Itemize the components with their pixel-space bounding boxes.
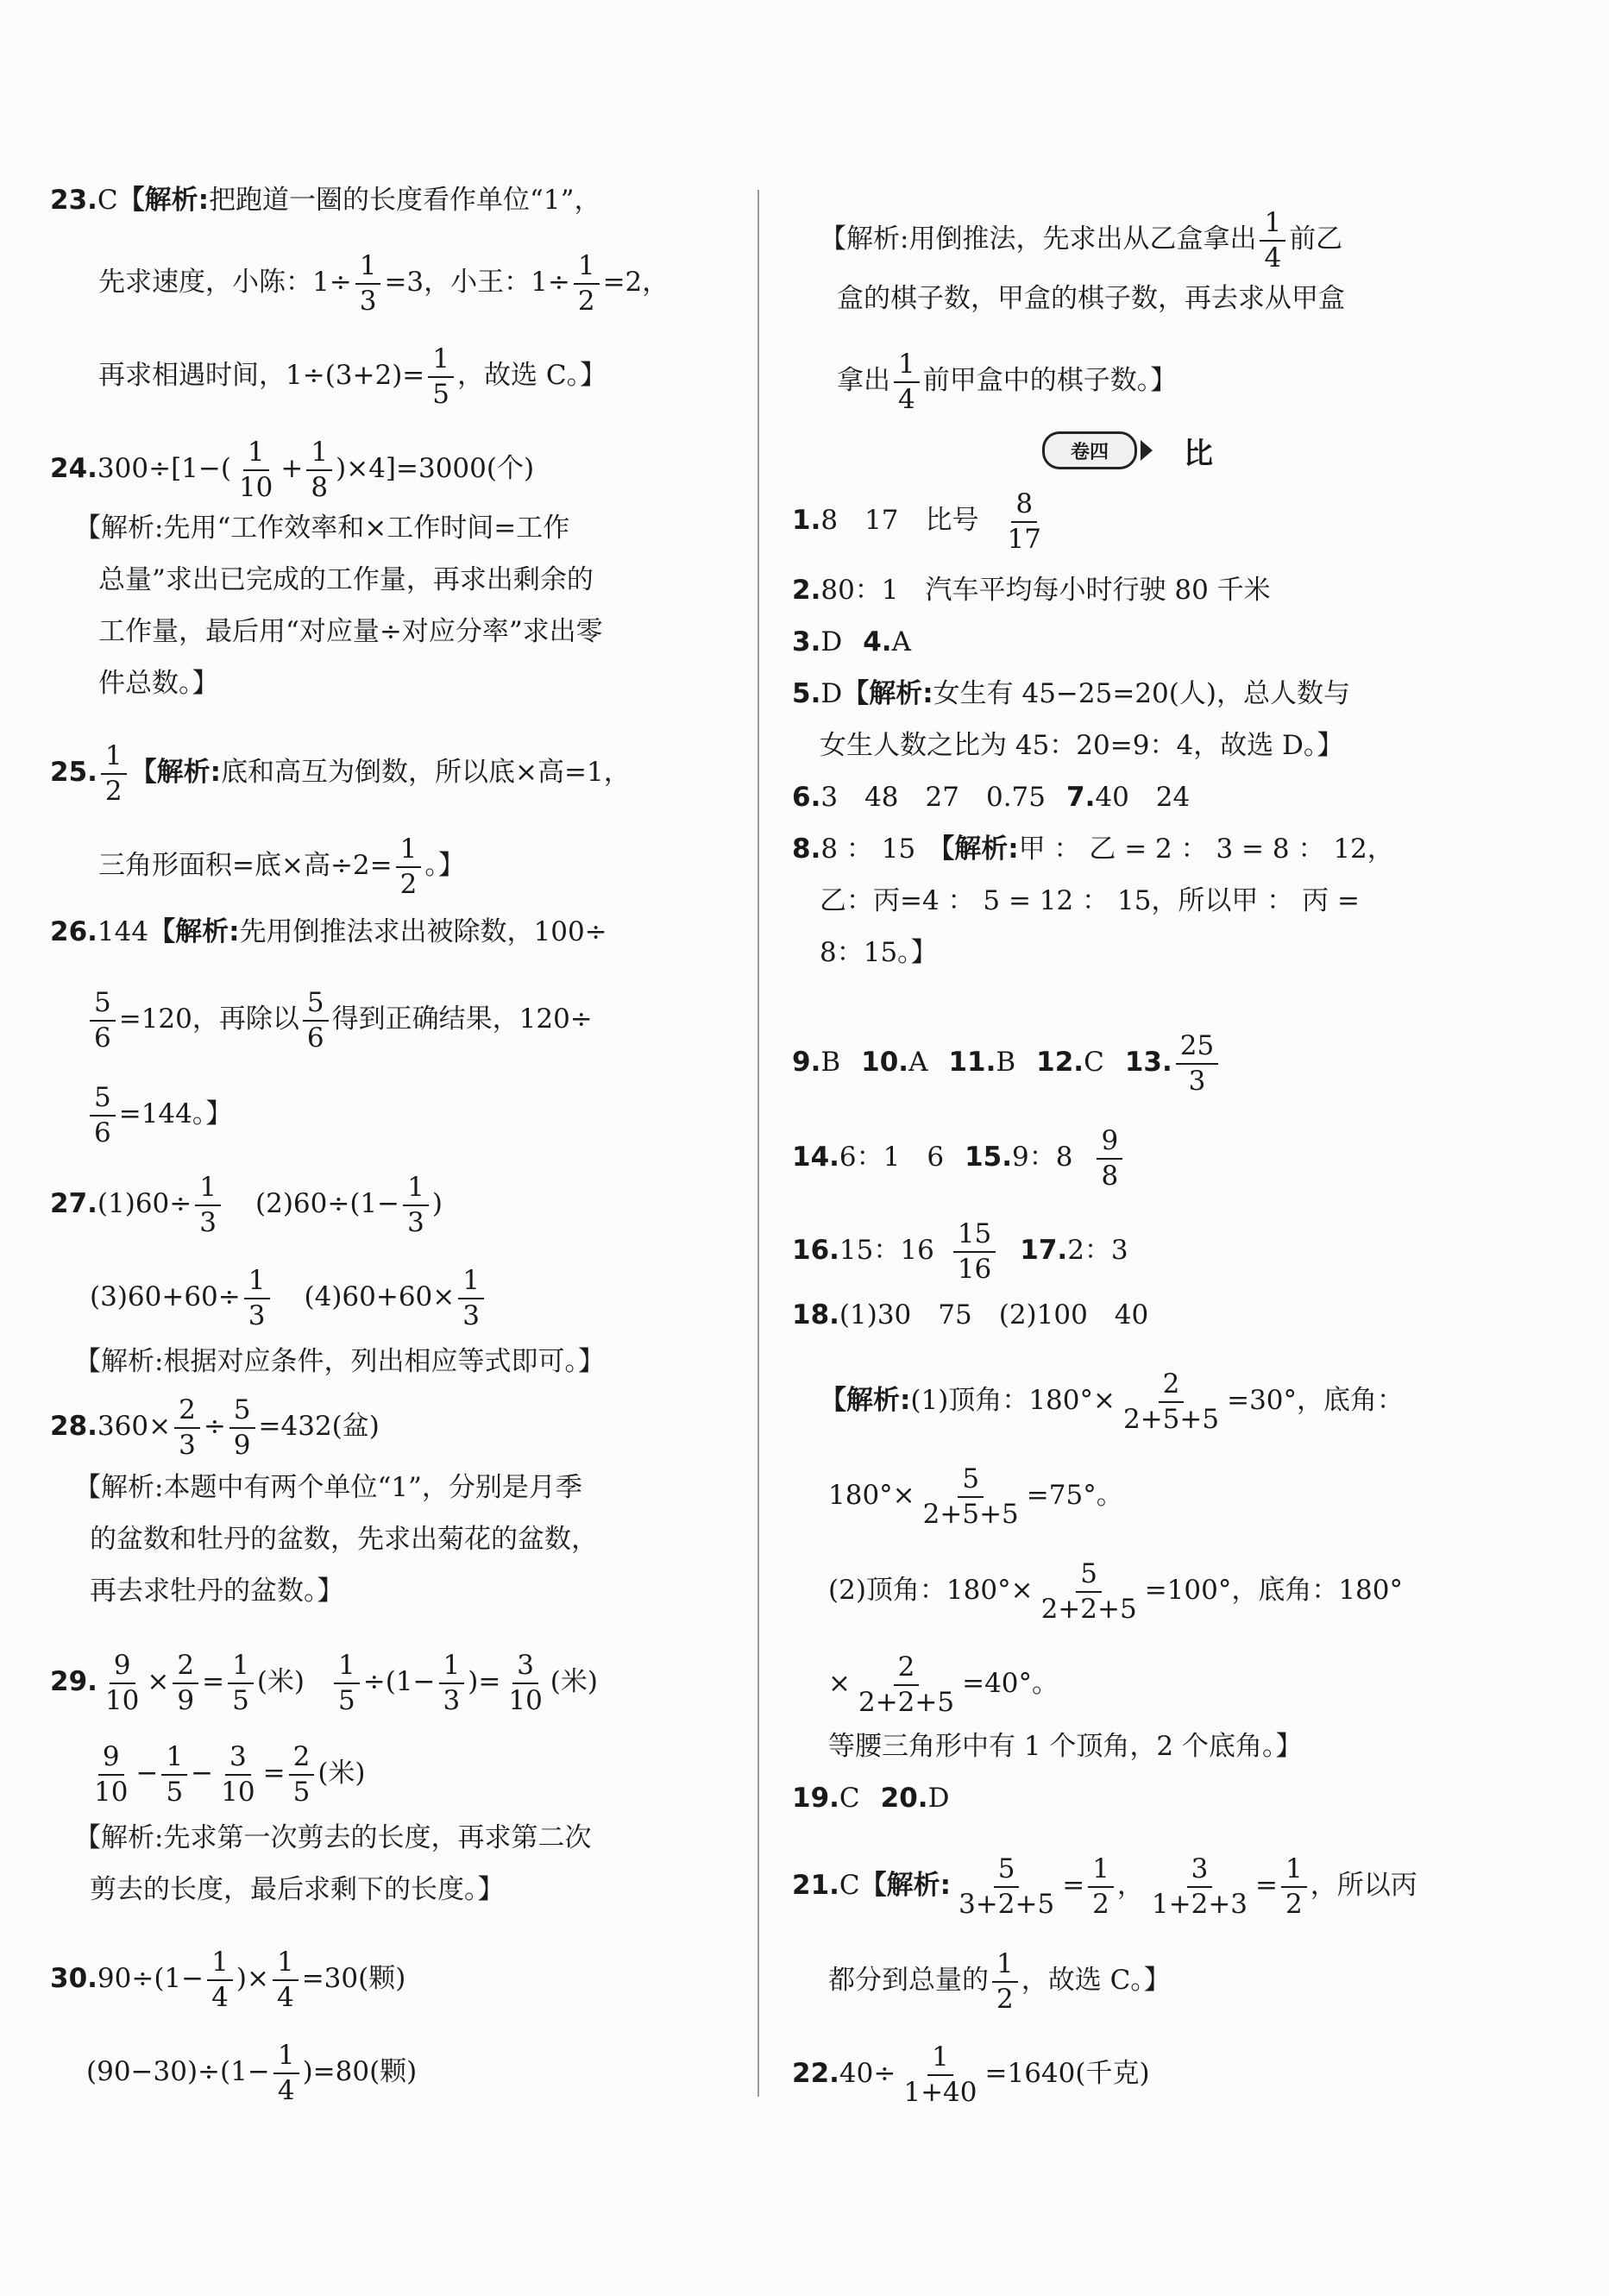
fraction: $\frac{1}{4}$ (273, 1948, 299, 2011)
fraction: $\frac{2}{9}$ (173, 1651, 198, 1714)
fraction: $\frac{2}{2+5+5}$ (1122, 1368, 1220, 1435)
fraction: $\frac{1}{3}$ (195, 1173, 221, 1236)
fraction: $\frac{5}{2+2+5}$ (1040, 1558, 1137, 1625)
fraction: $\frac{2}{2+2+5}$ (858, 1651, 955, 1718)
fraction: $\frac{2}{3}$ (174, 1396, 200, 1459)
fraction: $\frac{1}{5}$ (228, 1651, 254, 1714)
column-divider (757, 190, 759, 2097)
fraction: $\frac{1}{10}$ (238, 437, 273, 503)
fraction: $\frac{5}{9}$ (229, 1396, 255, 1459)
fraction: $\frac{1}{2}$ (396, 835, 422, 898)
fraction: $\frac{1}{2}$ (574, 252, 600, 315)
fraction: $\frac{9}{10}$ (94, 1741, 129, 1808)
fraction: $\frac{1}{4}$ (273, 2041, 299, 2104)
fraction: $\frac{1}{2}$ (1281, 1855, 1307, 1918)
fraction: $\frac{3}{10}$ (508, 1650, 543, 1716)
fraction: $\frac{1}{2}$ (1088, 1855, 1114, 1918)
fraction: $\frac{1}{4}$ (894, 350, 920, 413)
fraction: $\frac{1}{4}$ (207, 1948, 233, 2011)
fraction: $\frac{9}{10}$ (104, 1650, 140, 1716)
fraction: $\frac{1}{2}$ (992, 1950, 1018, 2013)
fraction: $\frac{1}{3}$ (355, 252, 381, 315)
fraction: $\frac{1}{5}$ (428, 345, 454, 408)
fraction: $\frac{3}{1+2+3}$ (1151, 1853, 1248, 1920)
fraction: $\frac{3}{10}$ (221, 1741, 255, 1808)
fraction: $\frac{1}{3}$ (458, 1267, 484, 1330)
fraction: $\frac{5}{6}$ (90, 989, 116, 1052)
fraction: $\frac{1}{1+40}$ (903, 2041, 977, 2108)
section-badge: 卷四 (1042, 431, 1137, 469)
section-header (1042, 431, 1213, 469)
fraction: $\frac{15}{16}$ (953, 1220, 996, 1283)
fraction: $\frac{1}{2}$ (101, 742, 127, 805)
section-title: 比 (1184, 436, 1213, 471)
fraction: $\frac{5}{2+5+5}$ (922, 1463, 1019, 1530)
fraction: $\frac{5}{3+2+5}$ (958, 1853, 1055, 1920)
fraction: $\frac{1}{3}$ (439, 1651, 465, 1714)
fraction: $\frac{2}{5}$ (289, 1743, 315, 1806)
fraction: $\frac{25}{3}$ (1176, 1032, 1218, 1095)
fraction: $\frac{1}{3}$ (244, 1267, 270, 1330)
fraction: $\frac{1}{4}$ (1260, 209, 1285, 272)
fraction: $\frac{5}{6}$ (303, 989, 329, 1052)
fraction: $\frac{1}{5}$ (161, 1743, 187, 1806)
fraction: $\frac{1}{5}$ (334, 1651, 360, 1714)
fraction: $\frac{5}{6}$ (90, 1084, 116, 1147)
fraction: $\frac{8}{17}$ (1007, 488, 1041, 555)
fraction: $\frac{1}{3}$ (403, 1173, 429, 1236)
fraction: $\frac{1}{8}$ (306, 438, 332, 501)
fraction: $\frac{9}{8}$ (1097, 1127, 1122, 1190)
arrow-icon (1141, 440, 1153, 461)
